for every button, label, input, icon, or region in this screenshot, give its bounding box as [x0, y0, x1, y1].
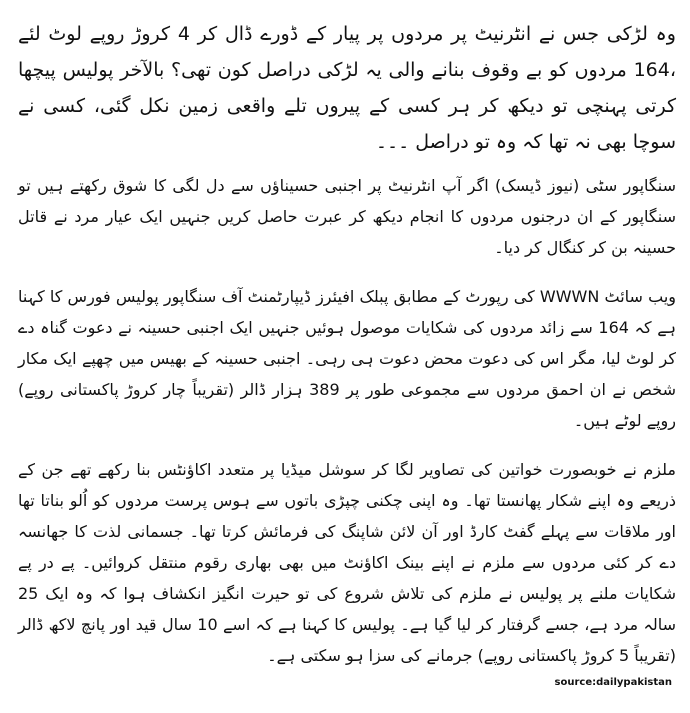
source-credit: source:dailypakistan — [554, 677, 672, 688]
article-paragraph: ملزم نے خوبصورت خواتین کی تصاویر لگا کر سوشل میڈیا پر متعدد اکاؤنٹس بنا رکھے تھے جن کے ذریعے وہ اپنے شکار پھانستا تھا۔ وہ اپنی چکنی چپڑی باتوں سے ہوس پرست مردوں کو اُلو بناتا تھا اور ملاقات سے پہلے گفٹ کارڈ اور آن لائن شاپنگ کی فرمائش کرتا تھا۔ جسمانی لذت کا جھانسہ دے کر کئی مردوں سے ملزم نے اپنے بینک اکاؤنٹ میں بھی بھاری رقوم منتقل کروائیں۔ پے در پے شکایات ملنے پر پولیس نے ملزم کی تلاش شروع کی تو حیرت انگیز انکشاف ہوا کہ وہ ایک 25 سالہ مرد ہے، جسے گرفتار کر لیا گیا ہے۔ پولیس کا کہنا ہے کہ اسے 10 سال قید اور پانچ لاکھ ڈالر (تقریباً 5 کروڑ پاکستانی روپے) جرمانے کی سزا ہو سکتی ہے۔ — [18, 460, 677, 665]
article-paragraph: ویب سائٹ WWWN کی رپورٹ کے مطابق پبلک افیئرز ڈیپارٹمنٹ آف سنگاپور پولیس فورس کا کہنا ہے کہ 164 سے زائد مردوں کی شکایات موصول ہوئیں جنہیں ایک اجنبی حسینہ نے دعوت گناہ دے کر لوٹ لیا، مگر اس کی دعوت محض دعوت ہی رہی۔ اجنبی حسینہ کے بھیس میں چھپے ایک مکار شخص نے ان احمق مردوں سے مجموعی طور پر 389 ہزار ڈالر (تقریباً چار کروڑ پاکستانی روپے) روپے لوٹے ہیں۔ — [18, 287, 676, 430]
article-headline: وہ لڑکی جس نے انٹرنیٹ پر مردوں پر پیار کے ڈورے ڈال کر 4 کروڑ روپے لوٹ لئے ،164 مردوں کو بے وقوف بنانے والی یہ لڑکی دراصل کون تھی؟ بالآخر پولیس پیچھا کرتی پہنچی تو دیکھ کر ہر کسی کے پیروں تلے واقعی زمین نکل گئی، کسی نے سوچا بھی نہ تھا کہ وہ تو دراصل ۔۔۔ — [18, 23, 676, 153]
article-body — [18, 16, 676, 689]
article-paragraph: سنگاپور سٹی (نیوز ڈیسک) اگر آپ انٹرنیٹ پر اجنبی حسیناؤں سے دل لگی کا شوق رکھتے ہیں تو سنگاپور کے ان درجنوں مردوں کا انجام دیکھ کر عبرت حاصل کریں جنہیں ایک عیار مرد نے قاتل حسینہ بن کر کنگال کر دیا۔ — [18, 176, 676, 257]
